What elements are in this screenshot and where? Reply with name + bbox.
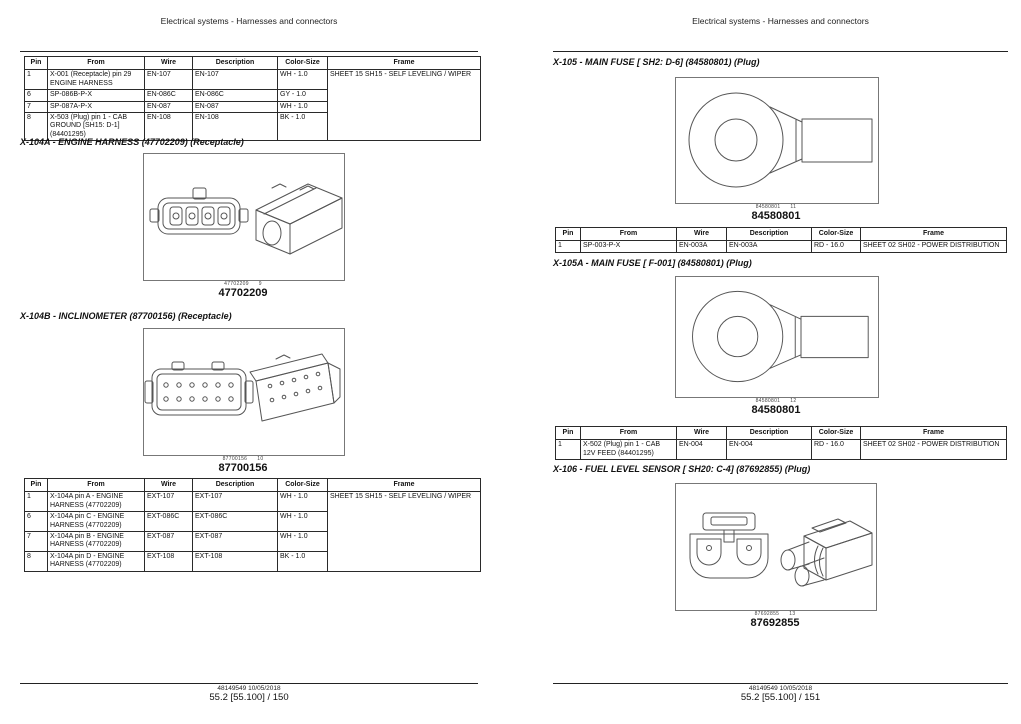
col-header-frame: Frame (328, 479, 481, 492)
figure-x104a (143, 153, 345, 281)
cell-wire: EN-107 (145, 70, 193, 90)
ring-terminal-drawing (676, 277, 878, 397)
cell-pin: 7 (25, 101, 48, 112)
page-header: Electrical systems - Harnesses and connectors (160, 16, 338, 26)
col-header-frame: Frame (861, 427, 1007, 440)
cell-pin: 6 (25, 512, 48, 532)
page-header: Electrical systems - Harnesses and connectors (692, 16, 869, 26)
table-row (25, 492, 481, 512)
cell-color-size: WH - 1.0 (278, 512, 328, 532)
cell-frame: SHEET 02 SH02 - POWER DISTRIBUTION (861, 440, 1007, 460)
footer-page-ref: 55.2 [55.100] / 151 (740, 692, 821, 703)
figure-id: 87692855 (754, 611, 780, 617)
figure-x104a-caption: 47702209 (218, 287, 268, 299)
cell-pin: 1 (25, 492, 48, 512)
figure-number: 11 (790, 204, 797, 210)
cell-from: SP-003-P-X (581, 241, 677, 252)
footer-doc-id: 48149549 10/05/2018 (217, 685, 281, 692)
cell-color-size: WH - 1.0 (278, 531, 328, 551)
cell-from: X-001 (Receptacle) pin 29 ENGINE HARNESS (48, 70, 145, 90)
pin-table-top (24, 56, 481, 141)
header-divider (20, 51, 478, 52)
cell-from: X-104A pin C - ENGINE HARNESS (47702209) (48, 512, 145, 532)
figure-x105a-caption: 84580801 (751, 404, 801, 416)
pin-table-bottom (24, 478, 481, 572)
section-title-x104a: X-104A - ENGINE HARNESS (47702209) (Receptacle) (20, 137, 244, 147)
figure-x105-caption: 84580801 (751, 210, 801, 222)
col-header-pin: Pin (556, 427, 581, 440)
cell-description: EN-004 (727, 440, 812, 460)
figure-id: 84580801 (755, 204, 781, 210)
page-left (0, 0, 510, 724)
cell-pin: 1 (556, 241, 581, 252)
table-header-row (556, 427, 1007, 440)
cell-frame: SHEET 02 SH02 - POWER DISTRIBUTION (861, 241, 1007, 252)
cell-wire: EN-086C (145, 90, 193, 101)
cell-wire: EN-087 (145, 101, 193, 112)
cell-description: EXT-086C (193, 512, 278, 532)
cell-wire: EXT-107 (145, 492, 193, 512)
cell-description: EXT-087 (193, 531, 278, 551)
col-header-color-size: Color-Size (278, 479, 328, 492)
cell-wire: EXT-086C (145, 512, 193, 532)
cell-wire: EXT-108 (145, 551, 193, 571)
cell-wire: EN-004 (677, 440, 727, 460)
header-divider (553, 51, 1008, 52)
cell-wire: EN-108 (145, 112, 193, 140)
cell-pin: 1 (25, 70, 48, 90)
cell-description: EN-086C (193, 90, 278, 101)
figure-x104b (143, 328, 345, 456)
inclinometer-connector-drawing (144, 329, 344, 455)
cell-color-size: WH - 1.0 (278, 492, 328, 512)
cell-pin: 1 (556, 440, 581, 460)
footer-page-ref: 55.2 [55.100] / 150 (209, 692, 289, 703)
col-header-description: Description (727, 427, 812, 440)
table-row (25, 70, 481, 90)
table-header-row (556, 228, 1007, 241)
pin-table-x105 (555, 227, 1007, 253)
table-row (556, 440, 1007, 460)
cell-description: EN-087 (193, 101, 278, 112)
col-header-from: From (48, 479, 145, 492)
figure-number: 10 (257, 456, 264, 462)
col-header-from: From (581, 427, 677, 440)
figure-id: 84580801 (755, 398, 781, 404)
col-header-wire: Wire (145, 57, 193, 70)
ring-terminal-drawing (676, 78, 878, 203)
cell-color-size: WH - 1.0 (278, 101, 328, 112)
figure-number: 13 (789, 611, 796, 617)
cell-from: X-502 (Plug) pin 1 - CAB 12V FEED (84401295) (581, 440, 677, 460)
col-header-from: From (48, 57, 145, 70)
figure-x105a (675, 276, 879, 398)
cell-description: EXT-107 (193, 492, 278, 512)
section-title-x106: X-106 - FUEL LEVEL SENSOR [ SH20: C-4] (87692855) (Plug) (553, 464, 811, 474)
cell-color-size: BK - 1.0 (278, 112, 328, 140)
cell-pin: 8 (25, 551, 48, 571)
cell-color-size: BK - 1.0 (278, 551, 328, 571)
cell-from: X-503 (Plug) pin 1 - CAB GROUND [SH15: D-1] (84401295) (48, 112, 145, 140)
table-row (556, 241, 1007, 252)
col-header-description: Description (193, 479, 278, 492)
cell-from: SP-087A-P-X (48, 101, 145, 112)
figure-x104b-caption: 87700156 (218, 462, 268, 474)
cell-description: EN-108 (193, 112, 278, 140)
figure-x105 (675, 77, 879, 204)
cell-color-size: WH - 1.0 (278, 70, 328, 90)
cell-from: SP-086B-P-X (48, 90, 145, 101)
col-header-wire: Wire (145, 479, 193, 492)
col-header-color-size: Color-Size (812, 427, 861, 440)
fuel-level-sensor-connector-drawing (676, 484, 876, 610)
section-title-x104b: X-104B - INCLINOMETER (87700156) (Receptacle) (20, 311, 232, 321)
cell-frame: SHEET 15 SH15 - SELF LEVELING / WIPER (328, 70, 481, 141)
col-header-frame: Frame (328, 57, 481, 70)
footer-divider (20, 683, 478, 684)
col-header-color-size: Color-Size (812, 228, 861, 241)
cell-wire: EXT-087 (145, 531, 193, 551)
footer-doc-id: 48149549 10/05/2018 (748, 685, 813, 692)
figure-number: 9 (258, 281, 262, 287)
figure-id: 47702209 (224, 281, 249, 287)
cell-description: EN-003A (727, 241, 812, 252)
col-header-from: From (581, 228, 677, 241)
cell-color-size: GY - 1.0 (278, 90, 328, 101)
cell-pin: 6 (25, 90, 48, 101)
figure-x106 (675, 483, 877, 611)
cell-wire: EN-003A (677, 241, 727, 252)
cell-description: EN-107 (193, 70, 278, 90)
cell-from: X-104A pin B - ENGINE HARNESS (47702209) (48, 531, 145, 551)
table-header-row (25, 479, 481, 492)
figure-x106-caption: 87692855 (750, 617, 800, 629)
figure-id: 87700156 (222, 456, 248, 462)
page-right (511, 0, 1021, 724)
pin-table-x105a (555, 426, 1007, 460)
col-header-pin: Pin (25, 479, 48, 492)
col-header-description: Description (727, 228, 812, 241)
cell-pin: 8 (25, 112, 48, 140)
cell-color-size: RD - 16.0 (812, 440, 861, 460)
cell-frame: SHEET 15 SH15 - SELF LEVELING / WIPER (328, 492, 481, 571)
section-title-x105: X-105 - MAIN FUSE [ SH2: D-6] (84580801) (Plug) (553, 57, 760, 67)
col-header-wire: Wire (677, 427, 727, 440)
col-header-frame: Frame (861, 228, 1007, 241)
table-header-row (25, 57, 481, 70)
cell-from: X-104A pin A - ENGINE HARNESS (47702209) (48, 492, 145, 512)
col-header-color-size: Color-Size (278, 57, 328, 70)
cell-pin: 7 (25, 531, 48, 551)
engine-harness-connector-drawing (144, 154, 344, 280)
cell-from: X-104A pin D - ENGINE HARNESS (47702209) (48, 551, 145, 571)
col-header-wire: Wire (677, 228, 727, 241)
cell-description: EXT-108 (193, 551, 278, 571)
col-header-description: Description (193, 57, 278, 70)
cell-color-size: RD - 16.0 (812, 241, 861, 252)
col-header-pin: Pin (25, 57, 48, 70)
footer-divider (553, 683, 1008, 684)
col-header-pin: Pin (556, 228, 581, 241)
section-title-x105a: X-105A - MAIN FUSE [ F-001] (84580801) (Plug) (553, 258, 752, 268)
figure-number: 12 (790, 398, 797, 404)
